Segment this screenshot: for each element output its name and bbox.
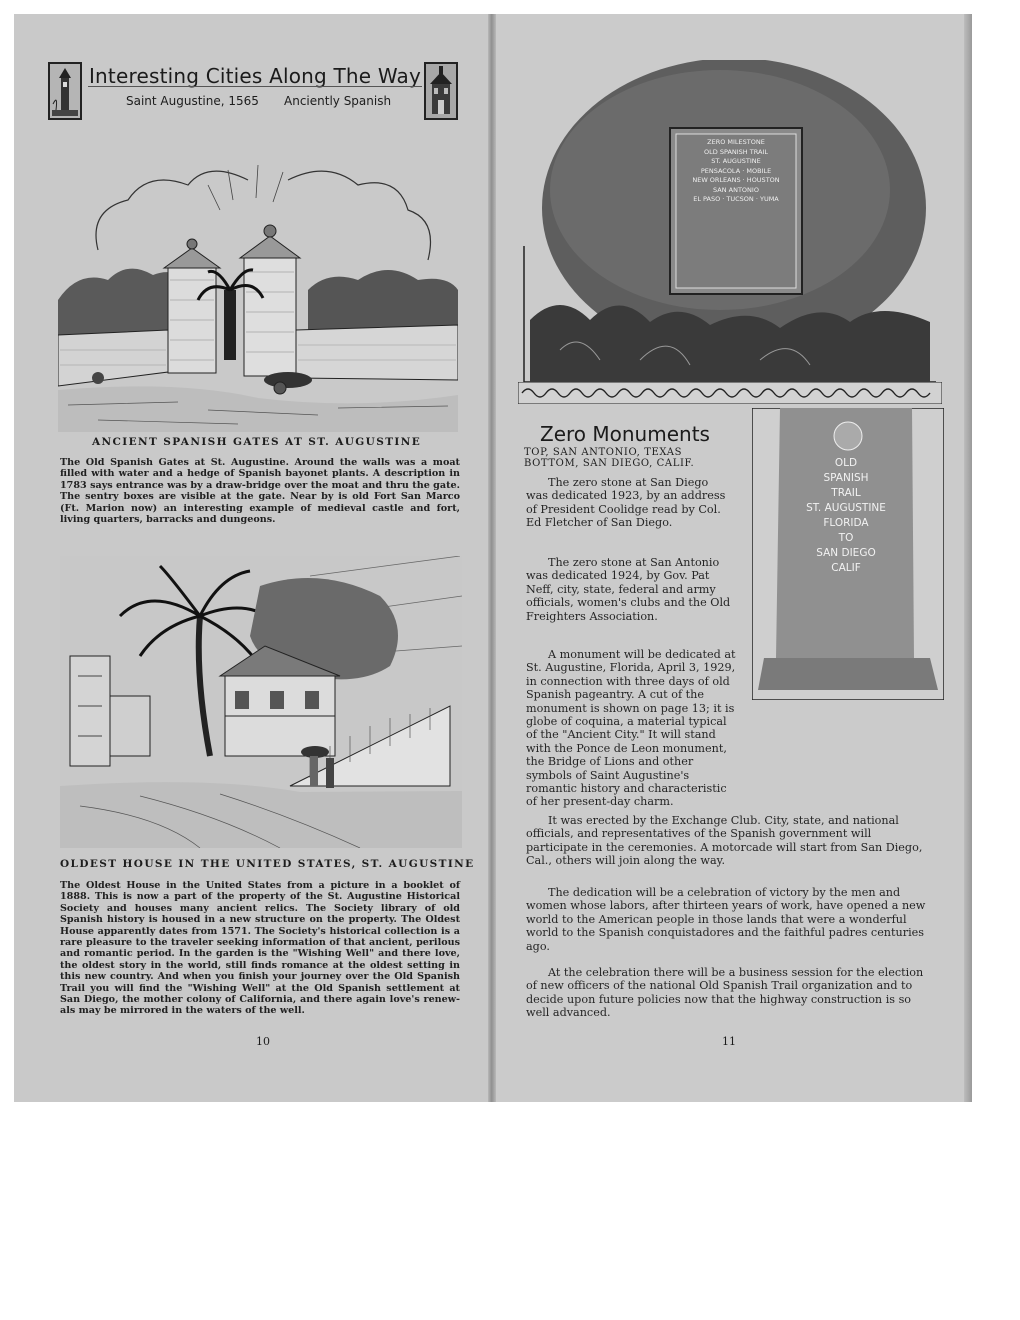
zero-milestone-rock-photo bbox=[520, 60, 940, 390]
decorative-wave-border bbox=[518, 382, 942, 404]
subtitle-top: TOP, SAN ANTONIO, TEXAS bbox=[524, 447, 683, 458]
page-edge bbox=[964, 14, 972, 1102]
paragraph-dedication bbox=[526, 886, 934, 953]
monument-line: CALIF bbox=[831, 562, 861, 574]
monument-line: FLORIDA bbox=[823, 517, 869, 529]
monument-line: SPANISH bbox=[823, 472, 869, 484]
paragraph-san-antonio bbox=[526, 556, 738, 623]
page-header bbox=[48, 62, 458, 124]
page-number-right: 11 bbox=[722, 1035, 736, 1048]
paragraph-text: A monument will be dedicated at St. Augustine, Florida, April 3, 1929, in connection with three days of old Spanish pageantry. A cut of the monument is shown on page 13; it is globe of coquina, a material typical of the "Ancient City." It will stand with the Ponce de Leon monument, the Bridge of Lions and other symbols of Saint Augustine's romantic history and characteristic of her present-day charm. bbox=[526, 648, 736, 809]
header-subtitle-date: Saint Augustine, 1565 bbox=[126, 94, 259, 108]
monument-line: OLD bbox=[834, 457, 858, 469]
paragraph-text: At the celebration there will be a business session for the election of new officers of the national Old Spanish Trail organization and to decide upon future policies now that the highway construction is so well advanced. bbox=[526, 966, 924, 1020]
paragraph-exchange-club bbox=[526, 814, 934, 868]
oldest-house-illustration bbox=[60, 556, 462, 848]
gutter bbox=[488, 14, 496, 1102]
section-subtitle bbox=[524, 447, 746, 469]
church-icon bbox=[424, 62, 458, 120]
plaque-line: EL PASO · TUCSON · YUMA bbox=[693, 195, 779, 203]
header-title: Interesting Cities Along The Way bbox=[88, 64, 422, 88]
page-number-left: 10 bbox=[256, 1035, 270, 1048]
paragraph-san-diego bbox=[526, 476, 728, 530]
header-subtitle-spanish: Anciently Spanish bbox=[284, 94, 392, 108]
paragraph-text: The dedication will be a celebration of victory by the men and women whose labors, after thirteen years of work, have opened a new world to the American people in those lands that were a wonderful world to the Spanish conquistadores and the faithful padres centuries ago. bbox=[526, 886, 926, 953]
spanish-gates-illustration bbox=[58, 140, 458, 432]
paragraph-st-augustine bbox=[526, 648, 942, 809]
plaque-line: NEW ORLEANS · HOUSTON bbox=[692, 176, 780, 184]
monument-line: SAN DIEGO bbox=[816, 547, 876, 559]
plaque-line: PENSACOLA · MOBILE bbox=[700, 166, 772, 175]
plaque-line: ZERO MILESTONE bbox=[707, 138, 765, 146]
monument-line: TO bbox=[838, 532, 854, 544]
monument-line: TRAIL bbox=[831, 487, 861, 499]
section-title: Zero Monuments bbox=[540, 422, 710, 446]
subtitle-bottom: BOTTOM, SAN DIEGO, CALIF. bbox=[524, 458, 695, 469]
tower-icon bbox=[48, 62, 82, 120]
paragraph-text: The zero stone at San Antonio was dedicated 1924, by Gov. Pat Neff, city, state, federal and army officials, women's clubs and the Old Freighters Association. bbox=[526, 556, 731, 623]
monument-line: ST. AUGUSTINE bbox=[806, 502, 886, 514]
paragraph-text: The zero stone at San Diego was dedicated 1923, by an address of President Coolidge read by Col. Ed Fletcher of San Diego. bbox=[526, 476, 726, 530]
paragraph-text: It was erected by the Exchange Club. City, state, and national officials, and representatives of the Spanish government will participate in the ceremonies. A motorcade will start from San Diego, Cal., others will join along the way. bbox=[526, 814, 923, 868]
gates-caption: ANCIENT SPANISH GATES AT ST. AUGUSTINE bbox=[92, 436, 422, 448]
plaque-line: SAN ANTONIO bbox=[713, 185, 759, 194]
header-rule bbox=[88, 86, 422, 87]
plaque-line: ST. AUGUSTINE bbox=[711, 157, 761, 165]
paragraph-business-session bbox=[526, 966, 934, 1020]
house-caption: OLDEST HOUSE IN THE UNITED STATES, ST. AUGUSTINE bbox=[60, 858, 475, 870]
gates-description: The Old Spanish Gates at St. Augustine. Around the walls was a moat filled with water and a hedge of Spanish bayonet plants. A description in 1783 says entrance was by a draw-bridge over the moat and thru the gate. The sentry boxes are visible at the gate. Near by is old Fort San Marco (Ft. Marion now) an interesting example of medieval castle and fort, living quarters, barracks and dungeons. bbox=[60, 457, 460, 526]
house-description: The Oldest House in the United States from a picture in a booklet of 1888. This is now a part of the property of the St. Augustine Historical Society and houses many ancient relics. The Society library of old Spanish history is housed in a new structure on the property. The Oldest House apparently dates from 1571. The Society's historical collection is a rare pleasure to the traveler seeking information of that ancient, perilous and romantic period. In the garden is the "Wishing Well" and there love, the oldest story in the world, still finds romance at the oldest setting in this new country. And when you finish your journey over the Old Spanish Trail you will find the "Wishing Well" at the Old Spanish settlement at San Diego, the mother colony of California, and there again love's renew-als may be mirrored in the waters of the well. bbox=[60, 880, 460, 1017]
monument-inscription bbox=[776, 456, 916, 576]
plaque-line: OLD SPANISH TRAIL bbox=[704, 147, 768, 156]
plaque-inscription bbox=[676, 138, 796, 205]
